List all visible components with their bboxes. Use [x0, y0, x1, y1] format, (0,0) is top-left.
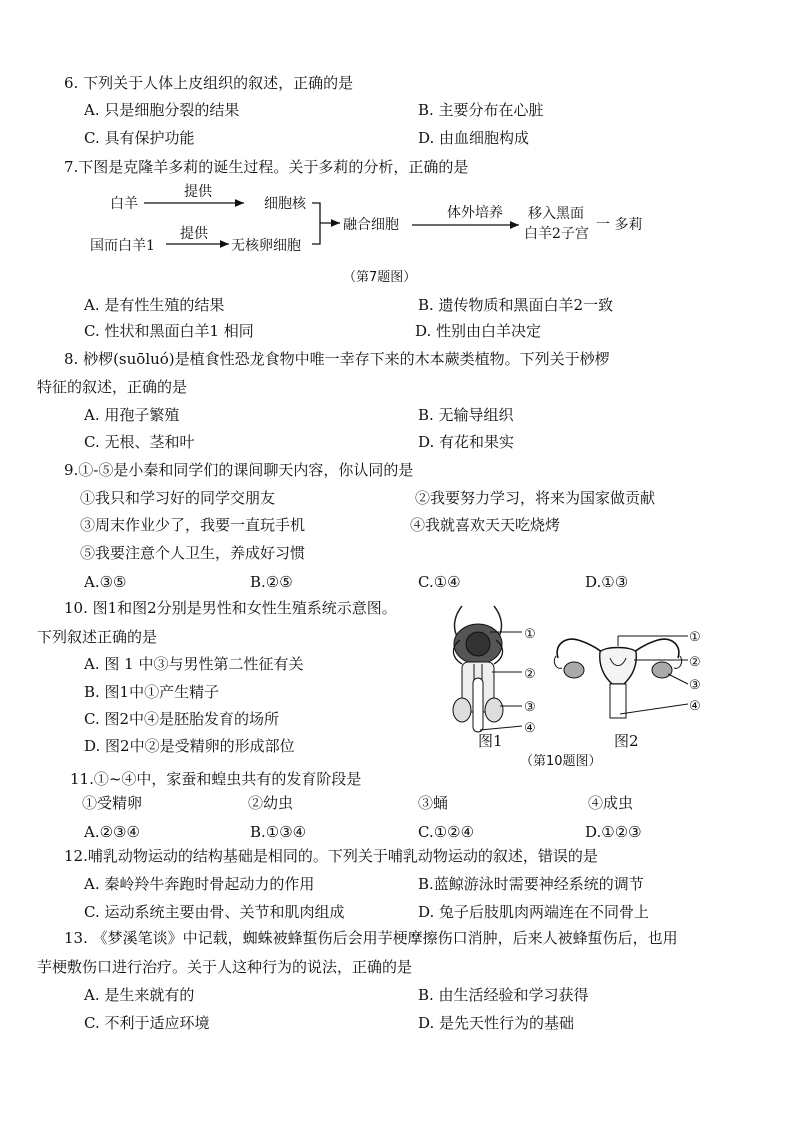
q7-provide-label-2: 提供 — [180, 226, 208, 242]
q13-stem-line-1: 13. 《梦溪笔谈》中记载，蜘蛛被蜂蜇伤后会用芋梗摩擦伤口消肿，后来人被蜂蜇伤后，也用 — [64, 929, 678, 947]
q7-white-sheep: 白羊 — [110, 196, 138, 212]
q9-option-d: D.①③ — [585, 573, 629, 591]
q7-provide-label-1: 提供 — [184, 184, 212, 200]
q11-item-1: ①受精卵 — [82, 794, 143, 812]
q13-option-a: A. 是生来就有的 — [84, 986, 195, 1004]
q7-black-face-sheep-1: 国而白羊1 — [90, 238, 155, 254]
fig1-label-3: ③ — [524, 700, 536, 715]
fig2-label-2: ② — [689, 655, 701, 670]
q9-item-2: ②我要努力学习，将来为国家做贡献 — [415, 489, 656, 507]
q7-in-vitro-culture: 体外培养 — [447, 205, 503, 221]
male-reproductive-figure — [440, 598, 550, 748]
q8-option-d: D. 有花和果实 — [418, 433, 515, 451]
fig1-label-4: ④ — [524, 721, 536, 736]
q7-dolly: 一 多莉 — [596, 217, 643, 233]
q8-option-b: B. 无输导组织 — [418, 406, 514, 424]
q7-implant-line-2: 白羊2子宫 — [524, 226, 589, 242]
q13-stem-line-2: 芋梗敷伤口进行治疗。关于人这种行为的说法，正确的是 — [37, 958, 413, 976]
q12-option-c: C. 运动系统主要由骨、关节和肌肉组成 — [84, 903, 345, 921]
q10-option-c: C. 图2中④是胚胎发育的场所 — [84, 710, 280, 728]
q13-option-c: C. 不利于适应环境 — [84, 1014, 210, 1032]
q11-option-b: B.①③④ — [250, 823, 307, 841]
q7-implant-line-1: 移入黑面 — [528, 206, 584, 222]
q8-stem-line-1: 8. 桫椤(suōluó)是植食性恐龙食物中唯一幸存下来的木本蕨类植物。下列关于桫椤 — [64, 350, 610, 368]
q10-stem-line-1: 10. 图1和图2分别是男性和女性生殖系统示意图。 — [64, 599, 397, 617]
q9-item-3: ③周末作业少了，我要一直玩手机 — [80, 516, 306, 534]
q7-option-d: D. 性别由白羊决定 — [415, 322, 542, 340]
q10-stem-line-2: 下列叙述正确的是 — [37, 628, 158, 646]
q11-option-c: C.①②④ — [418, 823, 475, 841]
q11-option-a: A.②③④ — [84, 823, 140, 841]
q9-item-4: ④我就喜欢天天吃烧烤 — [410, 516, 561, 534]
q11-item-2: ②幼虫 — [248, 794, 294, 812]
q7-enucleated-egg: 无核卵细胞 — [231, 238, 301, 254]
fig2-label-3: ③ — [689, 678, 701, 693]
q7-cloning-diagram — [0, 0, 793, 300]
q11-stem: 11.①~④中，家蚕和蝗虫共有的发育阶段是 — [70, 770, 362, 788]
q11-option-d: D.①②③ — [585, 823, 642, 841]
fig1-label-2: ② — [524, 667, 536, 682]
q6-option-c: C. 具有保护功能 — [84, 129, 195, 147]
q8-stem-line-2: 特征的叙述，正确的是 — [37, 378, 188, 396]
female-reproductive-figure — [548, 618, 713, 728]
fig2-label-1: ① — [689, 630, 701, 645]
q12-option-d: D. 兔子后肢肌肉两端连在不同骨上 — [418, 903, 650, 921]
q10-option-a: A. 图 1 中③与男性第二性征有关 — [84, 655, 304, 673]
q10-option-b: B. 图1中①产生精子 — [84, 683, 220, 701]
q7-option-a: A. 是有性生殖的结果 — [84, 296, 225, 314]
q9-option-c: C.①④ — [418, 573, 461, 591]
q12-option-b: B.蓝鲸游泳时需要神经系统的调节 — [418, 875, 644, 893]
q9-item-1: ①我只和学习好的同学交朋友 — [80, 489, 276, 507]
q6-option-a: A. 只是细胞分裂的结果 — [84, 101, 240, 119]
q9-option-b: B.②⑤ — [250, 573, 293, 591]
q7-fused-cell: 融合细胞 — [343, 217, 399, 233]
q7-stem: 7.下图是克隆羊多莉的诞生过程。关于多莉的分析，正确的是 — [64, 158, 469, 176]
q10-caption: （第10题图） — [520, 754, 602, 769]
q13-option-d: D. 是先天性行为的基础 — [418, 1014, 575, 1032]
q9-stem: 9.①-⑤是小秦和同学们的课间聊天内容，你认同的是 — [64, 461, 414, 479]
fig1-label-1: ① — [524, 627, 536, 642]
q7-option-c: C. 性状和黑面白羊1 相同 — [84, 322, 254, 340]
fig2-caption: 图2 — [614, 732, 639, 750]
q10-option-d: D. 图2中②是受精卵的形成部位 — [84, 737, 295, 755]
q6-option-b: B. 主要分布在心脏 — [418, 101, 544, 119]
q7-nucleus: 细胞核 — [264, 196, 306, 212]
q8-option-a: A. 用孢子繁殖 — [84, 406, 180, 424]
q6-stem: 6. 下列关于人体上皮组织的叙述，正确的是 — [64, 74, 354, 92]
fig2-label-4: ④ — [689, 699, 701, 714]
fig1-caption: 图1 — [478, 732, 503, 750]
q12-stem: 12.哺乳动物运动的结构基础是相同的。下列关于哺乳动物运动的叙述，错误的是 — [64, 847, 598, 865]
q12-option-a: A. 秦岭羚牛奔跑时骨起动力的作用 — [84, 875, 315, 893]
q7-option-b: B. 遗传物质和黑面白羊2一致 — [418, 296, 614, 314]
q9-item-5: ⑤我要注意个人卫生，养成好习惯 — [80, 544, 306, 562]
q11-item-3: ③蛹 — [418, 794, 449, 812]
q9-option-a: A.③⑤ — [84, 573, 127, 591]
q6-option-d: D. 由血细胞构成 — [418, 129, 530, 147]
q8-option-c: C. 无根、茎和叶 — [84, 433, 195, 451]
q11-item-4: ④成虫 — [588, 794, 634, 812]
q13-option-b: B. 由生活经验和学习获得 — [418, 986, 589, 1004]
q7-caption: （第7题图） — [343, 270, 417, 285]
